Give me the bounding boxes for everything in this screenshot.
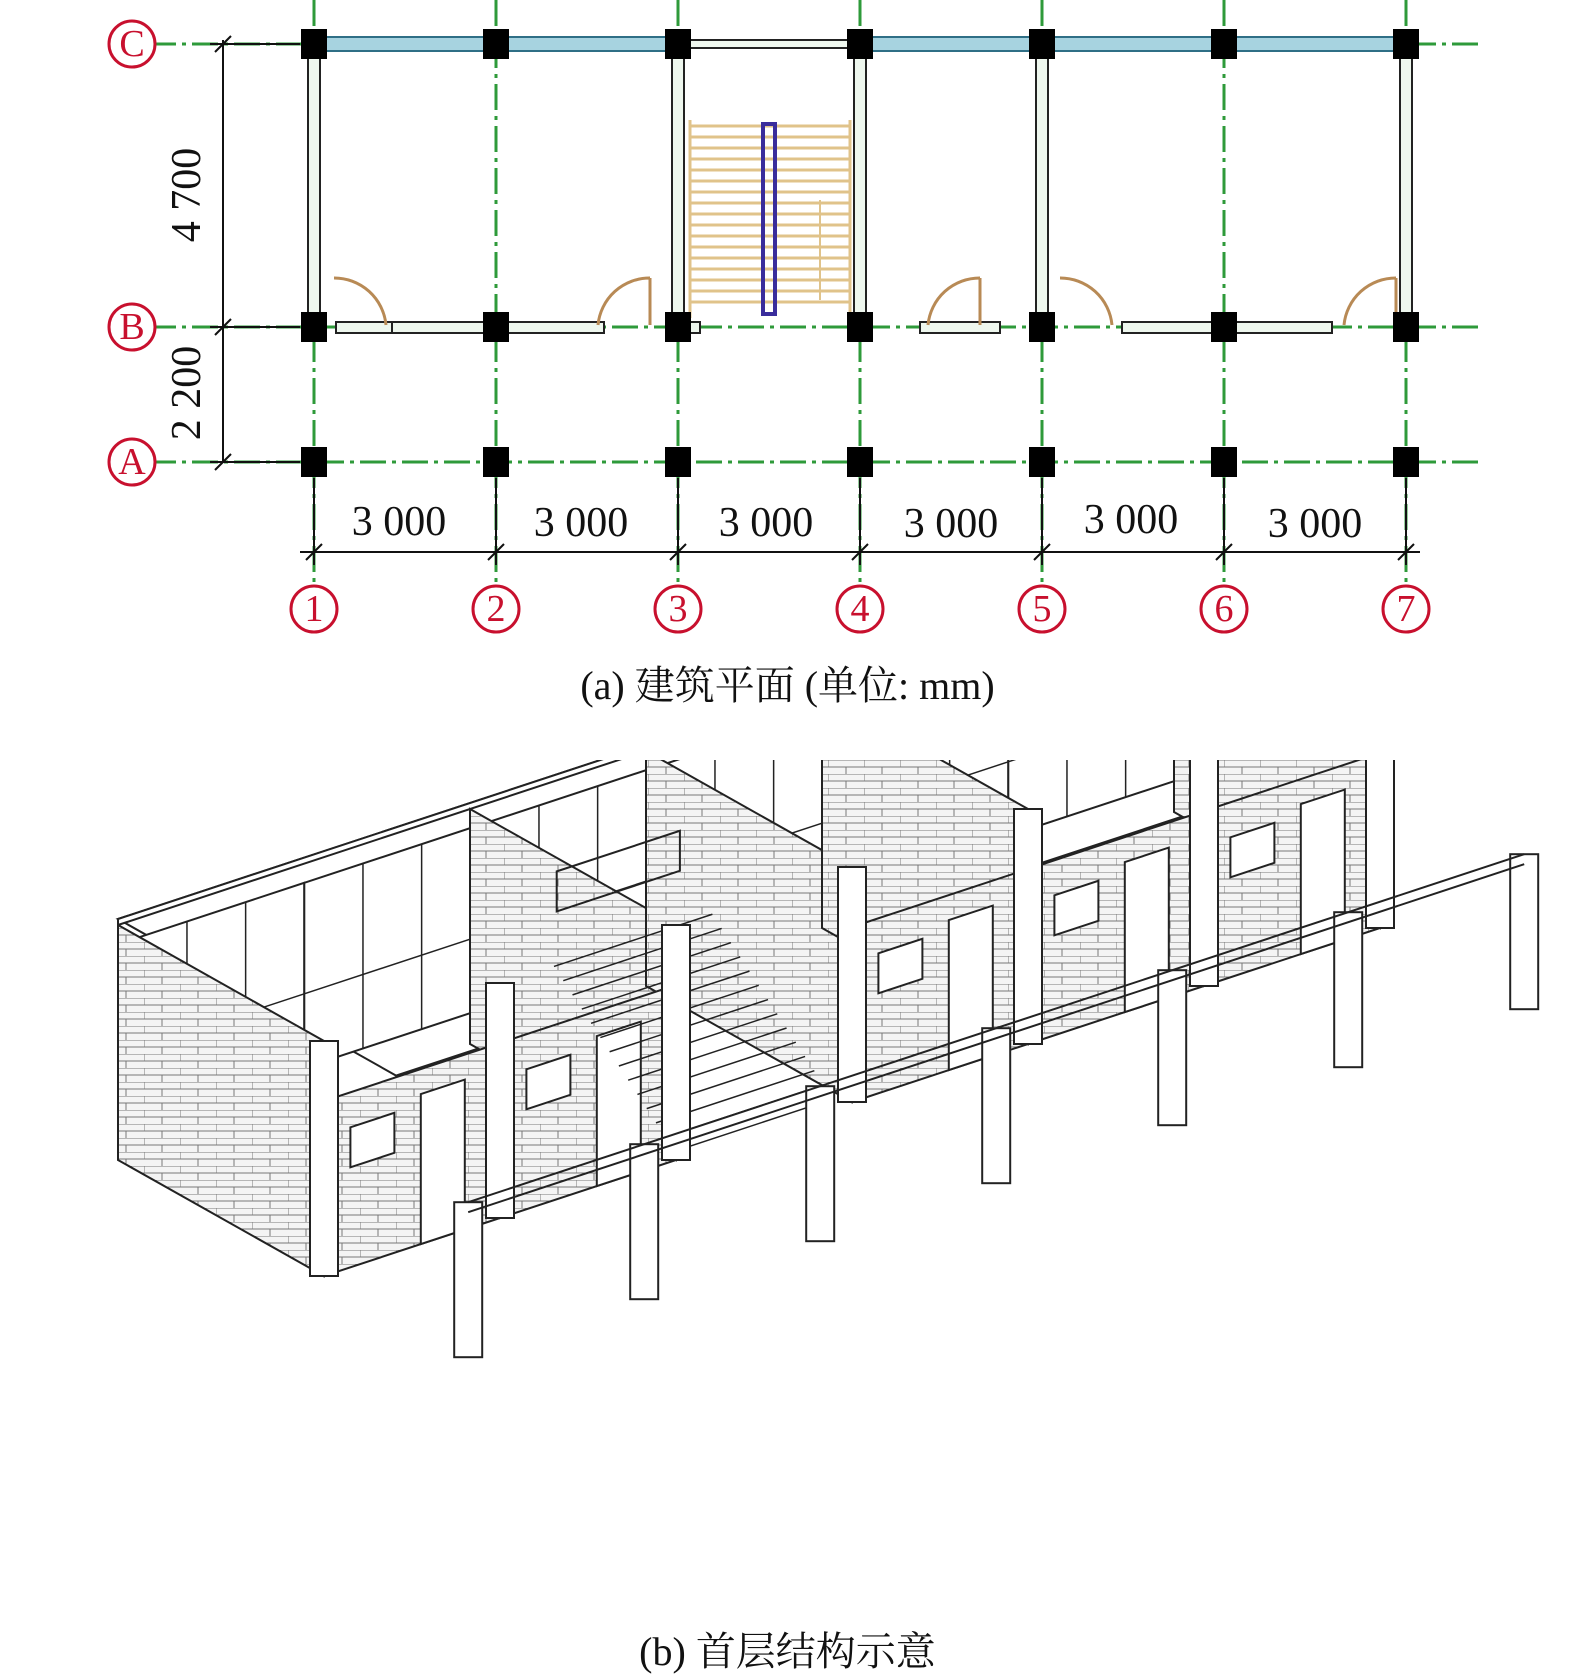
wall-segment-B xyxy=(920,322,1000,333)
wall-vertical xyxy=(308,44,320,327)
iso-column xyxy=(1510,854,1538,1009)
iso-column xyxy=(310,1041,338,1276)
axis-label-5: 5 xyxy=(1032,588,1052,630)
iso-column xyxy=(1366,760,1394,928)
iso-column xyxy=(806,1086,834,1241)
plan-column xyxy=(1211,447,1237,477)
plan-column xyxy=(847,312,873,342)
axis-label-1: 1 xyxy=(304,588,324,630)
wall-vertical xyxy=(672,44,684,327)
iso-column xyxy=(454,1202,482,1357)
plan-column xyxy=(1211,312,1237,342)
wall-vertical xyxy=(1400,44,1412,327)
axis-label-C: C xyxy=(119,23,145,65)
plan-column xyxy=(1393,312,1419,342)
axis-label-A: A xyxy=(118,441,146,483)
axis-label-2: 2 xyxy=(486,588,506,630)
iso-column xyxy=(662,925,690,1160)
wall-vertical xyxy=(854,44,866,327)
plan-column xyxy=(665,447,691,477)
plan-column xyxy=(301,29,327,59)
plan-column xyxy=(1393,29,1419,59)
axis-label-B: B xyxy=(119,306,145,348)
plan-column xyxy=(1211,29,1237,59)
door-swing xyxy=(334,278,386,325)
plan-column xyxy=(847,29,873,59)
plan-column xyxy=(483,29,509,59)
isometric-body xyxy=(118,760,1538,1357)
row-dim-2200: 2 200 xyxy=(164,345,210,441)
plan-column xyxy=(1029,29,1055,59)
col-dim-1-2: 3 000 xyxy=(351,499,447,545)
col-dim-5-6: 3 000 xyxy=(1083,497,1179,543)
plan-column xyxy=(1393,447,1419,477)
plan-column xyxy=(665,312,691,342)
col-dim-2-3: 3 000 xyxy=(533,500,629,546)
wall-vertical xyxy=(1036,44,1048,327)
col-dim-4-5: 3 000 xyxy=(903,501,999,547)
wall-top-stair xyxy=(678,40,860,48)
plan-column xyxy=(483,312,509,342)
axis-label-6: 6 xyxy=(1214,588,1234,630)
wall-top-glazing xyxy=(860,37,1406,51)
plan-caption: (a) 建筑平面 (单位: mm) xyxy=(580,663,995,708)
plan-column xyxy=(301,447,327,477)
iso-column xyxy=(982,1028,1010,1183)
door-swing xyxy=(928,278,980,325)
plan-column xyxy=(483,447,509,477)
iso-column xyxy=(486,983,514,1218)
iso-column xyxy=(1334,912,1362,1067)
plan-column xyxy=(665,29,691,59)
col-dim-6-7: 3 000 xyxy=(1267,501,1363,547)
floor-plan xyxy=(0,0,1575,640)
plan-column xyxy=(1029,312,1055,342)
iso-column xyxy=(630,1144,658,1299)
plan-walls xyxy=(308,37,1412,333)
isometric-structure-view xyxy=(0,760,1575,1600)
row-dim-4700: 4 700 xyxy=(164,147,210,243)
iso-column xyxy=(1190,760,1218,986)
iso-column xyxy=(1158,970,1186,1125)
isometric-caption: (b) 首层结构示意 xyxy=(639,1629,936,1674)
iso-column xyxy=(1014,809,1042,1044)
col-dim-3-4: 3 000 xyxy=(718,500,814,546)
axis-label-7: 7 xyxy=(1396,588,1416,630)
door-swing xyxy=(1344,278,1396,325)
plan-staircase xyxy=(690,120,850,318)
door-swing xyxy=(1060,278,1112,325)
plan-column xyxy=(847,447,873,477)
stair-handrail xyxy=(763,124,775,314)
plan-column xyxy=(1029,447,1055,477)
iso-column xyxy=(838,867,866,1102)
axis-label-4: 4 xyxy=(850,588,870,630)
axis-label-3: 3 xyxy=(668,588,688,630)
door-swing xyxy=(598,278,650,325)
plan-column xyxy=(301,312,327,342)
